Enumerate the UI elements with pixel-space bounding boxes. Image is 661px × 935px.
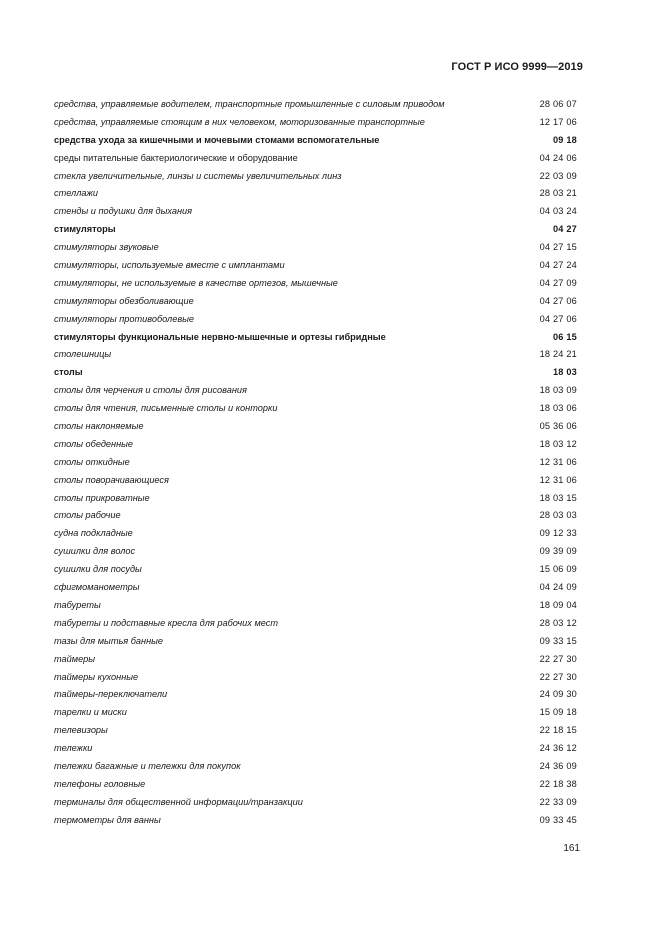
index-entry <box>54 472 577 490</box>
page-number: 161 <box>563 843 580 854</box>
classification-code: 22 18 38 <box>539 778 577 789</box>
index-term: таймеры <box>54 653 96 664</box>
classification-code: 09 39 09 <box>539 546 577 557</box>
index-term: стимуляторы <box>54 224 116 235</box>
classification-code: 18 03 09 <box>539 385 577 396</box>
index-entry <box>54 651 577 669</box>
index-term: стекла увеличительные, линзы и системы увеличительных линз <box>54 170 342 181</box>
index-term: столы для чтения, письменные столы и конторки <box>54 403 278 414</box>
classification-code: 18 03 <box>553 367 577 378</box>
classification-code: 22 27 30 <box>539 671 577 682</box>
classification-code: 22 27 30 <box>539 653 577 664</box>
index-term: средства ухода за кишечными и мочевыми стомами вспомогательные <box>54 134 380 145</box>
index-entry <box>54 275 577 293</box>
index-entry <box>54 686 577 704</box>
classification-code: 12 17 06 <box>539 116 577 127</box>
index-entry <box>54 114 577 132</box>
index-entry <box>54 364 577 382</box>
index-entry <box>54 812 577 830</box>
classification-code: 15 06 09 <box>539 564 577 575</box>
index-term: сфигмоманометры <box>54 582 140 593</box>
index-term: судна подкладные <box>54 528 133 539</box>
index-term: столы поворачивающиеся <box>54 474 169 485</box>
index-entry <box>54 740 577 758</box>
index-term: телевизоры <box>54 725 108 736</box>
index-term: среды питательные бактериологические и оборудование <box>54 152 298 163</box>
classification-code: 04 27 06 <box>539 313 577 324</box>
index-term: стимуляторы звуковые <box>54 242 159 253</box>
classification-code: 04 27 24 <box>539 260 577 271</box>
index-entry <box>54 293 577 311</box>
index-entry <box>54 758 577 776</box>
classification-code: 18 03 15 <box>539 492 577 503</box>
index-entry <box>54 525 577 543</box>
index-term: стимуляторы обезболивающие <box>54 295 194 306</box>
index-entry <box>54 490 577 508</box>
index-list <box>54 96 577 830</box>
index-term: стимуляторы, не используемые в качестве ортезов, мышечные <box>54 277 338 288</box>
classification-code: 28 03 21 <box>539 188 577 199</box>
classification-code: 09 12 33 <box>539 528 577 539</box>
index-term: средства, управляемые водителем, транспортные промышленные с силовым приводом <box>54 99 445 109</box>
index-term: столы прикроватные <box>54 492 150 503</box>
index-term: столы рабочие <box>54 510 121 521</box>
index-entry <box>54 346 577 364</box>
index-entry <box>54 597 577 615</box>
index-term: столы наклоняемые <box>54 421 144 432</box>
classification-code: 22 18 15 <box>539 725 577 736</box>
index-term: телефоны головные <box>54 778 146 789</box>
classification-code: 09 33 15 <box>539 635 577 646</box>
index-term: сушилки для посуды <box>54 564 142 575</box>
index-entry <box>54 436 577 454</box>
index-term: средства, управляемые стоящим в них человеком, моторизованные транспортные <box>54 116 425 127</box>
classification-code: 09 33 45 <box>539 814 577 825</box>
classification-code: 18 03 12 <box>539 438 577 449</box>
index-entry <box>54 794 577 812</box>
index-entry <box>54 221 577 239</box>
index-entry <box>54 239 577 257</box>
index-entry <box>54 543 577 561</box>
classification-code: 22 03 09 <box>539 170 577 181</box>
index-entry <box>54 311 577 329</box>
index-entry <box>54 185 577 203</box>
index-term: таймеры-переключатели <box>54 689 168 700</box>
index-entry <box>54 776 577 794</box>
index-term: сушилки для волос <box>54 546 136 557</box>
index-entry <box>54 96 577 114</box>
index-entry <box>54 150 577 168</box>
index-entry <box>54 257 577 275</box>
index-term: тележки багажные и тележки для покупок <box>54 760 241 771</box>
classification-code: 15 09 18 <box>539 707 577 718</box>
index-term: термометры для ванны <box>54 814 161 825</box>
index-entry <box>54 132 577 150</box>
index-term: столы <box>54 367 83 378</box>
classification-code: 09 18 <box>553 134 577 145</box>
index-entry <box>54 704 577 722</box>
classification-code: 18 24 21 <box>539 349 577 360</box>
classification-code: 06 15 <box>553 331 577 342</box>
classification-code: 05 36 06 <box>539 421 577 432</box>
index-term: столы обеденные <box>54 438 133 449</box>
index-entry <box>54 382 577 400</box>
index-term: столы для черчения и столы для рисования <box>54 385 247 396</box>
index-term: табуреты и подставные кресла для рабочих мест <box>54 617 278 628</box>
index-entry <box>54 615 577 633</box>
index-term: стимуляторы, используемые вместе с имплантами <box>54 260 285 271</box>
index-term: стимуляторы функциональные нервно-мышечные и ортезы гибридные <box>54 331 386 342</box>
classification-code: 12 31 06 <box>539 474 577 485</box>
index-term: тарелки и миски <box>54 707 127 718</box>
index-term: тележки <box>54 743 93 754</box>
classification-code: 22 33 09 <box>539 796 577 807</box>
classification-code: 12 31 06 <box>539 456 577 467</box>
index-entry <box>54 561 577 579</box>
classification-code: 04 24 06 <box>539 152 577 163</box>
index-entry <box>54 507 577 525</box>
index-entry <box>54 722 577 740</box>
index-term: стенды и подушки для дыхания <box>54 206 193 217</box>
index-entry <box>54 633 577 651</box>
index-entry <box>54 168 577 186</box>
index-term: терминалы для общественной информации/транзакции <box>54 796 303 807</box>
index-entry <box>54 400 577 418</box>
classification-code: 28 06 07 <box>539 99 577 109</box>
classification-code: 04 03 24 <box>539 206 577 217</box>
index-entry <box>54 669 577 687</box>
classification-code: 24 09 30 <box>539 689 577 700</box>
classification-code: 04 27 06 <box>539 295 577 306</box>
index-term: табуреты <box>54 599 101 610</box>
index-term: столешницы <box>54 349 112 360</box>
classification-code: 28 03 03 <box>539 510 577 521</box>
index-term: тазы для мытья банные <box>54 635 164 646</box>
classification-code: 28 03 12 <box>539 617 577 628</box>
classification-code: 24 36 09 <box>539 760 577 771</box>
index-term: стеллажи <box>54 188 98 199</box>
classification-code: 24 36 12 <box>539 743 577 754</box>
index-entry <box>54 203 577 221</box>
classification-code: 04 27 15 <box>539 242 577 253</box>
document-code-header: ГОСТ Р ИСО 9999—2019 <box>451 61 583 73</box>
index-entry <box>54 579 577 597</box>
classification-code: 04 24 09 <box>539 582 577 593</box>
index-entry <box>54 418 577 436</box>
classification-code: 04 27 09 <box>539 277 577 288</box>
classification-code: 18 09 04 <box>539 599 577 610</box>
index-term: стимуляторы противоболевые <box>54 313 194 324</box>
index-term: столы откидные <box>54 456 130 467</box>
classification-code: 18 03 06 <box>539 403 577 414</box>
classification-code: 04 27 <box>553 224 577 235</box>
index-entry <box>54 454 577 472</box>
index-term: таймеры кухонные <box>54 671 139 682</box>
index-entry <box>54 329 577 347</box>
